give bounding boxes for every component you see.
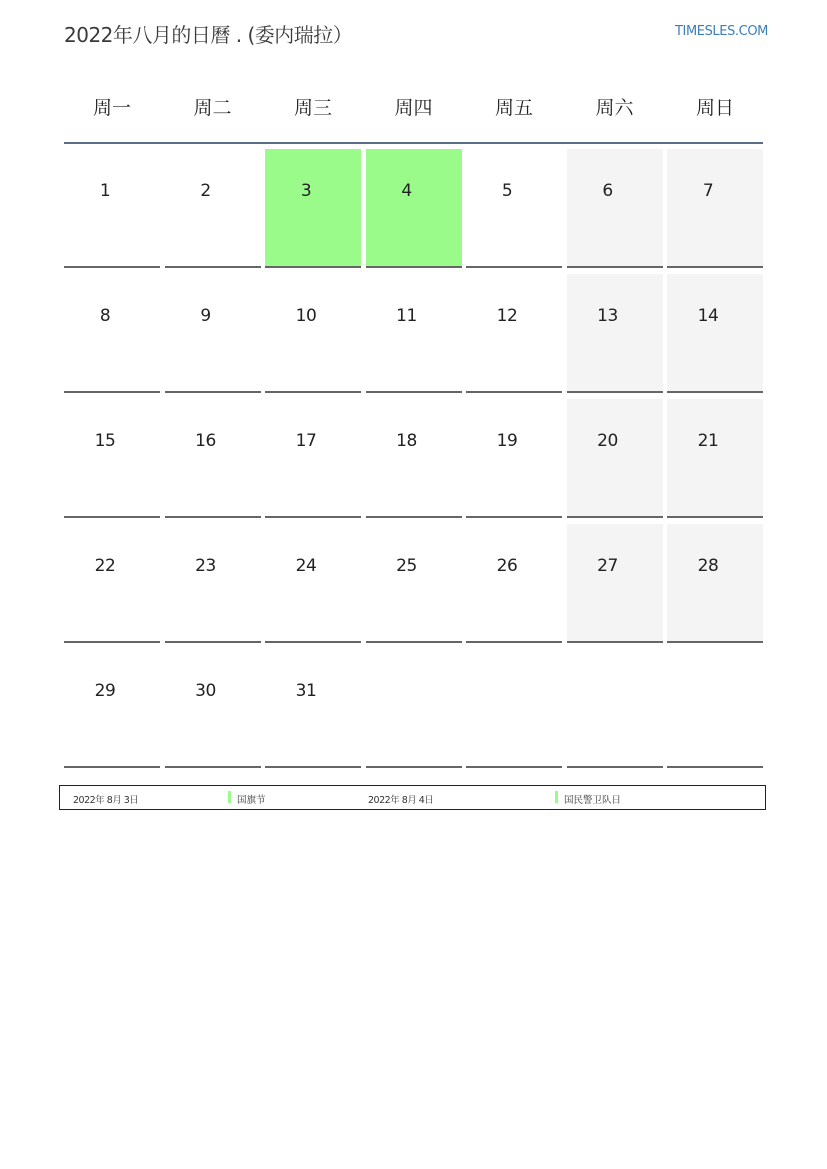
day-number: 23	[195, 556, 216, 576]
day-cell[interactable]	[165, 524, 261, 643]
day-cell[interactable]	[667, 149, 763, 268]
day-cell[interactable]	[64, 274, 160, 393]
day-cell[interactable]	[265, 524, 361, 643]
day-cell[interactable]	[165, 274, 261, 393]
weekday-header	[64, 80, 763, 144]
weekday-tue: 周二	[193, 97, 232, 119]
day-number: 7	[702, 181, 714, 201]
day-cell[interactable]	[466, 524, 562, 643]
day-number: 2	[200, 181, 211, 201]
weekday-mon: 周一	[92, 97, 131, 119]
day-cell[interactable]	[165, 399, 261, 518]
day-cell[interactable]	[466, 149, 562, 268]
holiday-day-cell[interactable]	[265, 149, 361, 268]
empty-day-cell	[466, 649, 562, 768]
page-title: 2022年八月的日曆 . (委内瑞拉）	[64, 23, 353, 47]
day-number: 11	[396, 306, 417, 326]
empty-day-cell	[567, 649, 663, 768]
day-cell[interactable]	[64, 149, 160, 268]
empty-day-cell	[667, 649, 763, 768]
day-number: 27	[597, 556, 618, 576]
day-number: 25	[396, 556, 417, 576]
day-number: 18	[396, 431, 417, 451]
day-number: 14	[697, 306, 719, 326]
day-number: 22	[94, 556, 116, 576]
day-number: 30	[195, 681, 216, 701]
day-cell[interactable]	[567, 524, 663, 643]
day-cell[interactable]	[366, 524, 462, 643]
holiday-legend	[59, 785, 766, 810]
holiday-marker	[228, 791, 231, 803]
day-cell[interactable]	[567, 399, 663, 518]
day-cell[interactable]	[64, 524, 160, 643]
holiday-day-cell[interactable]	[366, 149, 462, 268]
day-number: 24	[295, 556, 317, 576]
weekday-sat: 周六	[595, 97, 634, 119]
day-cell[interactable]	[567, 274, 663, 393]
legend-holiday-name: 国旗节	[237, 795, 266, 806]
legend-date: 2022年 8月 4日	[368, 795, 434, 806]
day-number: 6	[602, 181, 613, 201]
day-number: 3	[300, 181, 312, 201]
day-number: 19	[496, 431, 518, 451]
day-number: 16	[195, 431, 216, 451]
day-number: 9	[200, 306, 211, 326]
day-number: 28	[697, 556, 719, 576]
day-cell[interactable]	[667, 274, 763, 393]
day-number: 10	[295, 306, 317, 326]
day-cell[interactable]	[165, 149, 261, 268]
day-number: 8	[99, 306, 111, 326]
day-cell[interactable]	[64, 649, 160, 768]
weekday-sun: 周日	[695, 97, 734, 119]
day-grid	[64, 149, 763, 768]
day-cell[interactable]	[667, 524, 763, 643]
legend-holiday-name: 国民警卫队日	[564, 795, 622, 806]
day-number: 21	[697, 431, 719, 451]
day-number: 12	[496, 306, 518, 326]
day-number: 31	[295, 681, 317, 701]
holiday-marker	[555, 791, 558, 803]
day-number: 15	[94, 431, 116, 451]
day-cell[interactable]	[366, 399, 462, 518]
day-cell[interactable]	[667, 399, 763, 518]
day-number: 1	[99, 181, 111, 201]
day-number: 29	[94, 681, 116, 701]
weekday-wed: 周三	[293, 97, 332, 119]
site-link[interactable]: TIMESLES.COM	[674, 24, 768, 39]
weekday-thu: 周四	[394, 97, 433, 119]
day-number: 13	[597, 306, 618, 326]
day-cell[interactable]	[265, 649, 361, 768]
day-number: 17	[295, 431, 317, 451]
day-number: 20	[597, 431, 618, 451]
day-cell[interactable]	[466, 274, 562, 393]
weekday-fri: 周五	[494, 97, 533, 119]
empty-day-cell	[366, 649, 462, 768]
day-cell[interactable]	[567, 149, 663, 268]
day-number: 5	[501, 181, 513, 201]
day-cell[interactable]	[165, 649, 261, 768]
day-cell[interactable]	[265, 399, 361, 518]
calendar	[64, 80, 763, 768]
day-cell[interactable]	[466, 399, 562, 518]
day-cell[interactable]	[366, 274, 462, 393]
legend-date: 2022年 8月 3日	[73, 795, 139, 806]
day-number: 26	[496, 556, 518, 576]
day-cell[interactable]	[265, 274, 361, 393]
day-cell[interactable]	[64, 399, 160, 518]
day-number: 4	[401, 181, 412, 201]
